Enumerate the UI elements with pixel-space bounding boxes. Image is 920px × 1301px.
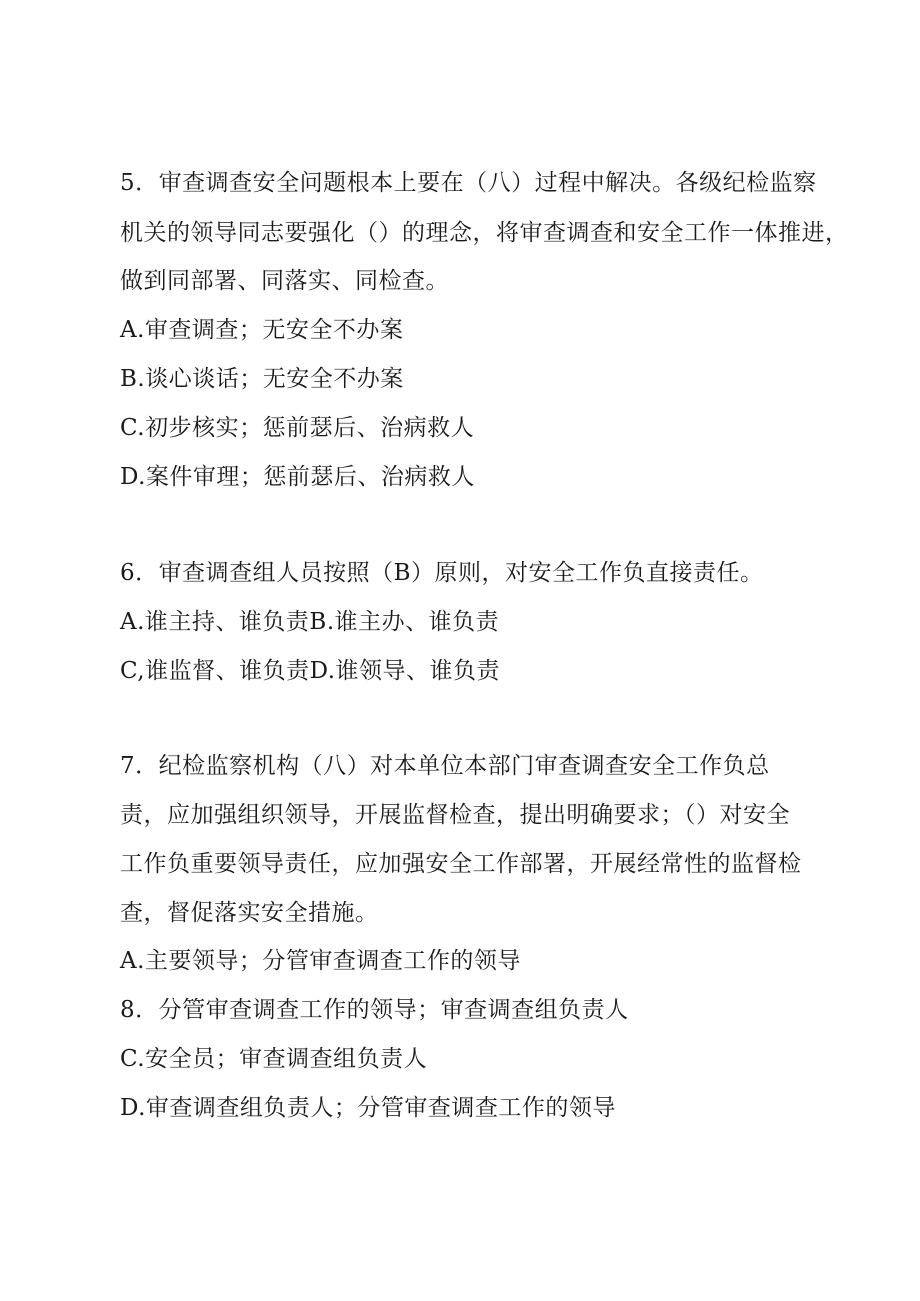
question-7-line-2: 责，应加强组织领导，开展监督检查，提出明确要求；（）对安全: [120, 802, 790, 828]
question-6-options-ab: A.谁主持、谁负责B.谁主办、谁负责: [120, 609, 500, 635]
question-5-line-2: 机关的领导同志要强化（）的理念，将审查调查和安全工作一体推进，: [120, 220, 849, 246]
question-7-option-c: C.安全员；审查调查组负责人: [120, 1046, 428, 1072]
question-7-line-3: 工作负重要领导责任，应加强安全工作部署，开展经常性的监督检: [120, 851, 802, 877]
question-7-line-4: 查，督促落实安全措施。: [120, 900, 379, 926]
question-5-line-1: 5．审查调查安全问题根本上要在（八）过程中解决。各级纪检监察: [120, 170, 817, 196]
question-5-option-c: C.初步核实；惩前瑟后、治病救人: [120, 415, 475, 441]
question-5-option-b: B.谈心谈话；无安全不办案: [120, 366, 404, 392]
question-5-line-3: 做到同部署、同落实、同检查。: [120, 268, 449, 294]
question-5-option-a: A.审查调查；无安全不办案: [120, 317, 404, 343]
question-5-option-d: D.案件审理；惩前瑟后、治病救人: [120, 464, 475, 490]
question-7-option-a: A.主要领导；分管审查调查工作的领导: [120, 948, 521, 974]
question-6-line-1: 6．审查调查组人员按照（B）原则，对安全工作负直接责任。: [120, 560, 764, 586]
question-7-option-b: 8．分管审查调查工作的领导；审查调查组负责人: [120, 997, 629, 1023]
question-7-option-d: D.审查调查组负责人；分管审查调查工作的领导: [120, 1095, 616, 1121]
question-7-line-1: 7．纪检监察机构（八）对本单位本部门审查调查安全工作负总: [120, 753, 770, 779]
question-6-options-cd: C,谁监督、谁负责D.谁领导、谁负责: [120, 658, 501, 684]
